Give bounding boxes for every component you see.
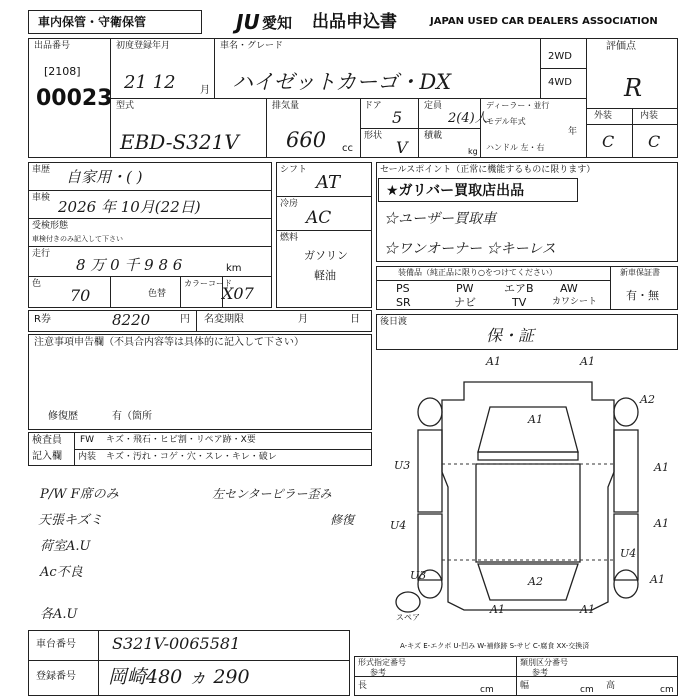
shift-label: シフト [280,165,308,175]
side-note-1: 左センターピラー歪み [212,487,332,501]
notes-box [28,334,372,430]
registration-label: 登録番号 [36,671,76,682]
equip-pw: PW [456,282,474,295]
note-line-5: 各A.U [40,607,78,622]
notes-label: 注意事項申告欄（不具合内容等は具体的に記入して下さい） [34,337,304,348]
shift-value: AT [316,172,341,193]
dim-length: 長 [358,681,368,691]
designation-ref: 参考 [370,668,386,677]
category-label: 類別区分番号 [520,658,568,667]
fuel-label: 燃料 [280,233,299,243]
damage-mark-front: A1 [486,355,501,368]
name-change-label: 名変期限 [204,314,244,325]
first-reg-label: 初度登録年月 [116,41,171,51]
damage-mark-rear-left: A1 [490,603,505,616]
capacity-label: 定員 [424,101,443,111]
displacement-value: 660 [286,128,327,152]
org-name: 愛知 [262,14,293,32]
side-note-2: 修復 [330,513,355,527]
lot-label: 出品番号 [34,41,71,51]
equip-ps: PS [396,282,410,295]
association-name: JAPAN USED CAR DEALERS ASSOCIATION [430,16,658,27]
rear-label: 後日渡 [380,317,408,327]
note-line-3: 荷室A.U [40,539,91,554]
lot-code: [2108] [44,65,81,78]
damage-mark-left-front-door: U3 [394,459,411,472]
note-line-4: Ac不良 [40,565,83,580]
damage-diagram [378,352,678,652]
dim-width: 幅 [520,681,530,691]
model-label: 型式 [116,101,135,111]
note-line-2: 天張キズミ [38,513,103,528]
capacity-value: 2(4)人 [448,111,488,126]
interior-tag: 内装 [78,452,97,462]
dim-length-unit: cm [480,685,494,695]
damage-legend: A-キズ E-エクボ U-凹み W-補修跡 S-サビ C-腐食 XX-交換済 [400,642,590,650]
storage-label: 車内保管・守衛保管 [38,15,147,29]
fuel-diesel: 軽油 [314,269,336,282]
load-label: 積載 [424,131,443,141]
test-form-label: 受検形態 [32,221,69,231]
repair-value: 有（箇所 [112,411,152,422]
damage-mark-front-right: A1 [580,355,595,368]
form-title: 出品申込書 [312,12,397,32]
displacement-unit: cc [342,143,353,154]
displacement-label: 排気量 [272,101,300,111]
fw-row: キズ・飛石・ヒビ割・リペア跡・X要 [106,435,256,445]
damage-mark-hood: A1 [528,413,543,426]
damage-mark-right-fender: A2 [640,393,655,406]
history-label: 車歴 [32,165,51,175]
fuel-gasoline: ガソリン [304,249,348,262]
car-name-label: 車名・グレード [220,41,284,51]
first-reg-value: 21 12 [124,72,176,93]
interior-row: キズ・汚れ・コゲ・穴・スレ・キレ・破レ [106,452,277,462]
mileage-label: 走行 [32,249,51,259]
year-unit: 年 [568,127,578,137]
r-ticket-box [28,310,372,332]
history-value: 自家用・( ) [66,168,143,186]
model-year-label: モデル年式 [486,117,526,126]
dim-width-unit: cm [580,685,594,695]
warranty-options: 有・無 [626,289,659,302]
rear-value: 保・証 [486,326,535,345]
color-value: 70 [70,286,91,305]
gulliver-badge: ★ガリバー買取店出品 [386,183,525,199]
inspection-label: 車検 [32,193,51,203]
name-change-month: 月 [298,314,308,325]
color-code-label: カラーコード [184,279,232,288]
test-form-sublabel: 車検付きのみ記入して下さい [32,235,123,243]
equip-sr: SR [396,296,411,309]
spare-label: スペア [396,613,420,622]
color-label: 色 [32,279,42,289]
equip-leather: カワシート [552,297,598,307]
color-code: X07 [222,284,254,303]
drive-2wd: 2WD [548,51,572,62]
r-ticket-unit: 円 [180,314,190,325]
damage-mark-right-rear: A1 [654,517,669,530]
grade-label: 評価点 [606,41,636,52]
chassis-label: 車台番号 [36,639,76,650]
interior-grade: C [648,132,661,151]
category-ref: 参考 [532,668,548,677]
cooler-label: 冷房 [280,199,299,209]
grade-value: R [624,74,643,102]
exterior-grade: C [602,132,615,151]
sales-point-label: セールスポイント（正常に機能するものに限ります） [380,165,596,175]
mileage-value: 8 万 0 千 9 8 6 [76,256,183,274]
damage-mark-right-quarter: U4 [620,547,637,560]
equip-tv: TV [512,296,527,309]
sales-note-1: ☆ユーザー買取車 [384,211,496,227]
r-ticket-label: R券 [34,314,51,325]
car-name-value: ハイゼットカーゴ・DX [232,70,452,94]
damage-mark-rear-right: A1 [580,603,595,616]
dim-height: 高 [606,681,616,691]
equip-aw: AW [560,282,578,295]
dim-height-unit: cm [660,685,674,695]
fw-tag: FW [80,435,95,445]
equip-navi: ナビ [454,296,476,309]
drive-4wd: 4WD [548,77,572,88]
damage-mark-right-door: A1 [654,461,669,474]
inspector-label: 検査員 [32,435,62,446]
entry-label: 記入欄 [32,451,62,462]
handle-label: ハンドル 左・右 [486,143,545,152]
first-reg-unit: 月 [200,85,210,96]
note-line-1: P/W F席のみ [40,487,119,502]
model-value: EBD-S321V [120,130,239,154]
cooler-value: AC [306,208,332,228]
shape-value: V [396,138,408,157]
new-warranty-label: 新車保証書 [620,268,660,277]
damage-mark-left-rear: U3 [410,569,427,582]
lot-number: 00023 [36,86,113,111]
repair-label: 修復歴 [48,411,78,422]
exterior-label: 外装 [594,111,613,121]
shape-label: 形状 [364,131,383,141]
damage-mark-left-slide-door: U4 [390,519,407,532]
doors-value: 5 [392,108,403,127]
designation-label: 形式指定番号 [358,658,406,667]
interior-label: 内装 [640,111,659,121]
equip-airbag: エアB [504,282,534,295]
color-change-label: 色替 [148,289,167,299]
registration-number: 岡崎480 ヵ 290 [108,666,250,688]
load-unit: kg [468,147,478,156]
damage-mark-rear-gate: A2 [528,575,543,588]
damage-mark-right-bumper: A1 [650,573,665,586]
dealer-label: ディーラー・並行 [486,101,550,110]
name-change-day: 日 [350,314,360,325]
r-ticket-value: 8220 [112,311,151,329]
inspection-value: 2026 年 10月(22日) [58,198,201,216]
ju-logo: JU [236,10,260,34]
mileage-unit: km [226,263,242,274]
doors-label: ドア [364,101,382,111]
chassis-number: S321V-0065581 [112,634,241,653]
equipment-label: 装備品（純正品に限り○をつけてください） [398,268,557,277]
sales-note-2: ☆ワンオーナー ☆キーレス [384,241,556,257]
